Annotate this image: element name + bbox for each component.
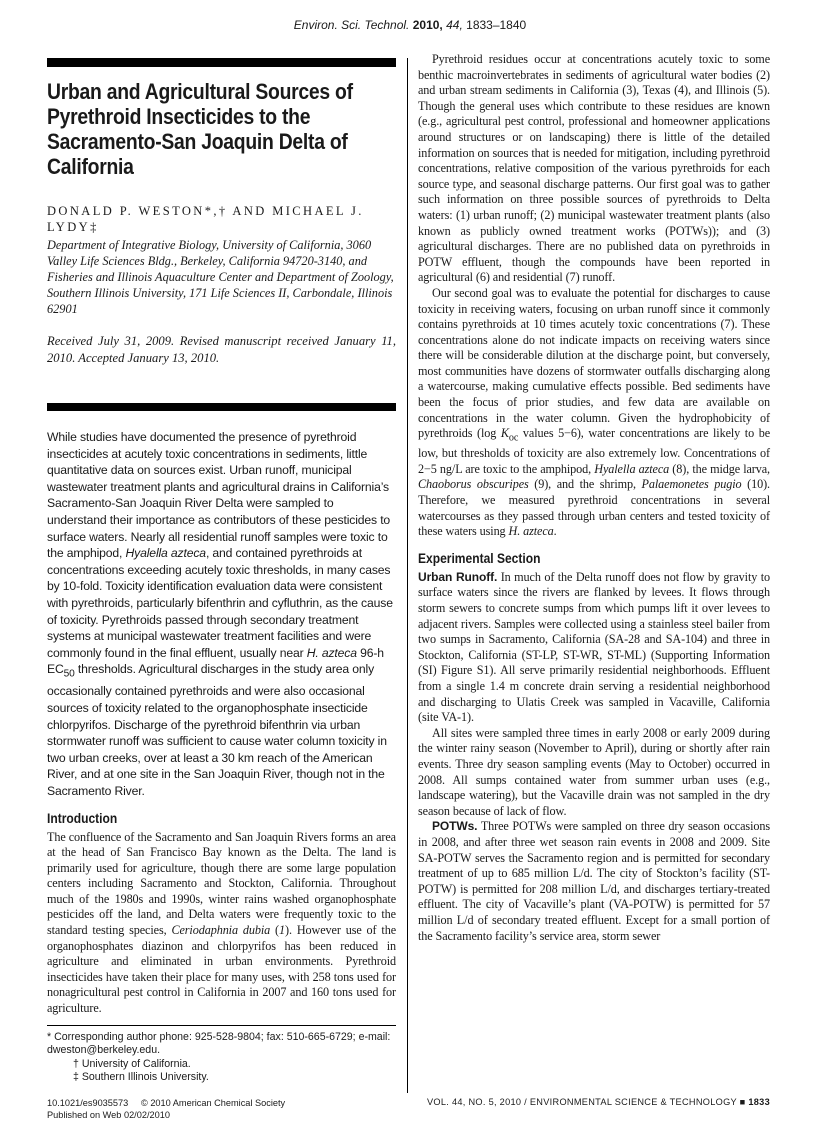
title-rule xyxy=(47,58,396,67)
published-date: Published on Web 02/02/2010 xyxy=(47,1110,170,1120)
footnotes xyxy=(47,1025,396,1085)
potw-paragraph: POTWs. Three POTWs were sampled on three dry season occasions in 2008, and after three wet season rain events in 2008 and 2009. Site SA-POTW serves the Sacramento region and is permitted for secondary treatment of up to 685 million L/d. The city of Stockton’s facility (ST-POTW) is permitted for 208 million L/d, and discharges tertiary-treated effluent. The city of Vacaville’s plant (VA-POTW) is permitted for 57 million L/d of secondary treated effluent. Except for a small portion of the Sacramento facility’s service area, storm sewer xyxy=(418,819,770,943)
journal-name: Environ. Sci. Technol. xyxy=(293,18,410,32)
journal-pages: 1833–1840 xyxy=(466,18,527,32)
journal-year: 2010, xyxy=(412,18,443,32)
introduction-paragraph: The confluence of the Sacramento and San Joaquin Rivers forms an area at the head of San Francisco Bay known as the Delta. The land is primarily used for agriculture, though there are some large population centers including Sacramento and Stockton, California. Throughout much of the 1980s and 1990s, winter rains washed organophosphate pesticides off the land, and Delta waters were frequently toxic to the standard testing species, Ceriodaphnia dubia (1). However use of the organophosphates diazinon and chlorpyrifos has been reduced in agriculture and eliminated in urban environments. Pyrethroid insecticides have taken their place for many uses, with 258 tons used for nonagricultural pest control in California in 2007 and 160 tons used for agriculture. xyxy=(47,829,397,1016)
body-paragraph-2: Our second goal was to evaluate the potential for discharges to cause toxicity in receiving waters, focusing on urban runoff since it commonly contains pyrethroids at 10 times acutely toxic concentrations (7). These concentrations alone do not indicate impacts on receiving waters since there will be considerable dilution at the discharge point, but conversely, most communities have dozens of stormwater outfalls discharging along a watercourse, making cumulative effects possible. Bed sediments have been the focus of prior studies, and few data are available on concentrations in the water column. Given the hydrophobicity of pyrethroids (log $K_{oc}$ values 5−6), water concentrations are likely to be low, but thresholds of toxicity are also extremely low. Concentrations of 2−5 ng/L are toxic to the amphipod, Hyalella azteca (8), the midge larva, Chaoborus obscuripes (9), and the shrimp, Palaemonetes pugio (10). Therefore, we measured pyrethroid concentrations in several watercourses as they passed through urban centers and tested toxicity of these waters using H. azteca. xyxy=(418,285,770,539)
column-divider xyxy=(407,58,408,1093)
right-column xyxy=(418,52,770,944)
sampling-paragraph: All sites were sampled three times in early 2008 or early 2009 during the winter rainy season (November to April), during or shortly after rain events. Three dry season sampling events (May to October) occurred in 2008. All sumps contained water from summer urban uses (e.g., landscape watering), but the Vacaville drain was not sampled in the dry season because of lack of flow. xyxy=(418,725,770,818)
page-footer-left xyxy=(47,1097,285,1121)
left-column xyxy=(47,58,396,1085)
doi: 10.1021/es9035573 xyxy=(47,1098,129,1108)
experimental-heading: Experimental Section xyxy=(418,549,541,566)
footnote-dagger: † University of California. xyxy=(73,1057,191,1070)
article-title: Urban and Agricultural Sources of Pyrethroid Insecticides to the Sacramento-San Joaquin Delta of California xyxy=(47,79,353,179)
author-list: DONALD P. WESTON*,† AND MICHAEL J. LYDY‡ xyxy=(47,204,364,234)
potw-label: POTWs. xyxy=(432,819,478,834)
urban-runoff-label: Urban Runoff. xyxy=(418,569,498,584)
footnote-double-dagger: ‡ Southern Illinois University. xyxy=(73,1071,209,1084)
journal-issue: VOL. 44, NO. 5, 2010 / ENVIRONMENTAL SCIENCE & TECHNOLOGY xyxy=(426,1097,737,1107)
footnote-corresponding: * Corresponding author phone: 925-528-9804; fax: 510-665-6729; e-mail: dweston@berkeley.edu. xyxy=(47,1030,391,1057)
introduction-heading: Introduction xyxy=(47,809,118,826)
journal-volume: 44, xyxy=(446,18,463,32)
abstract-rule xyxy=(47,403,396,411)
received-dates: Received July 31, 2009. Revised manuscript received January 11, 2010. Accepted January 13, 2010. xyxy=(47,334,396,365)
page-footer-right: VOL. 44, NO. 5, 2010 / ENVIRONMENTAL SCIENCE & TECHNOLOGY ■ 1833 xyxy=(426,1097,770,1107)
affiliation: Department of Integrative Biology, University of California, 3060 Valley Life Sciences Bldg., Berkeley, California 94720-3140, and Fisheries and Illinois Aquaculture Center and Department of Zoology, Southern Illinois University, 171 Life Sciences II, Carbondale, Illinois 62901 xyxy=(47,238,394,316)
urban-runoff-paragraph: Urban Runoff. In much of the Delta runoff does not flow by gravity to surface waters since the rivers are flanked by levees. It flows through storm sewers to concrete sumps from which pumps lift it over levees to adjacent rivers. Samples were collected using a stainless steel bailer from two sumps in Sacramento, California (SA-28 and SA-104) and three in Stockton, California (ST-LP, ST-WR, ST-ML) (Supporting Information (SI) Figure S1). All serve primarily residential neighborhoods. Effluent from a single 1.4 m concrete drain serving a residential neighborhood and discharging to Ulatis Creek was sampled in Vacaville, California (site VA-1). xyxy=(418,569,771,725)
body-paragraph-1: Pyrethroid residues occur at concentrations acutely toxic to some benthic macroinvertebrates in sediments of agricultural water bodies (2) and urban stream sediments in California (3), Texas (4), and Illinois (5). Though the general uses which contribute to these residues are known (e.g., agricultural pest control, professional and homeowner applications around structures or on landscaping) there is little of the detailed information on sources that is needed for mitigation, including pyrethroid concentrations, relative composition of the various pyrethroids for each source type, and seasonal discharge patterns. Our first goal was to gather such information on three possible sources of pyrethroids to Delta waters: (1) urban runoff; (2) municipal wastewater treatment plants (also known as publicly owned treatment works (POTWs)); and (3) agricultural discharges. There are no published data on pyrethroids in POTW effluent, though the compounds have been reported in agricultural (6) and residential (7) runoff. xyxy=(418,52,770,285)
page-number: 1833 xyxy=(748,1097,770,1107)
running-head xyxy=(0,18,820,32)
copyright: © 2010 American Chemical Society xyxy=(141,1098,286,1108)
abstract: While studies have documented the presence of pyrethroid insecticides at acutely toxic concentrations in sediments, little quantitative data on sources exist. Urban runoff, municipal wastewater treatment plants and agricultural drains in California’s Sacramento-San Joaquin River Delta were sampled to understand their importance as contributors of these pesticides to surface waters. Nearly all residential runoff samples were toxic to the amphipod, Hyalella azteca, and contained pyrethroids at concentrations exceeding acutely toxic thresholds, in many cases by 10-fold. Toxicity identification evaluation data were consistent with pyrethroids, particularly bifenthrin and cyfluthrin, as the cause of toxicity. Pyrethroids passed through secondary treatment systems at municipal wastewater treatment facilities and were commonly found in the final effluent, usually near H. azteca 96-h $EC_{50}$ thresholds. Agricultural discharges in the study area only occasionally contained pyrethroids and were also occasional sources of toxicity related to the organophosphate insecticide chlorpyrifos. Discharge of the pyrethroid bifenthrin via urban stormwater runoff was sufficient to cause water column toxicity in two urban creeks, over at least a 30 km reach of the American River, and at one site in the San Joaquin River, though not in the Sacramento River. xyxy=(47,430,393,798)
